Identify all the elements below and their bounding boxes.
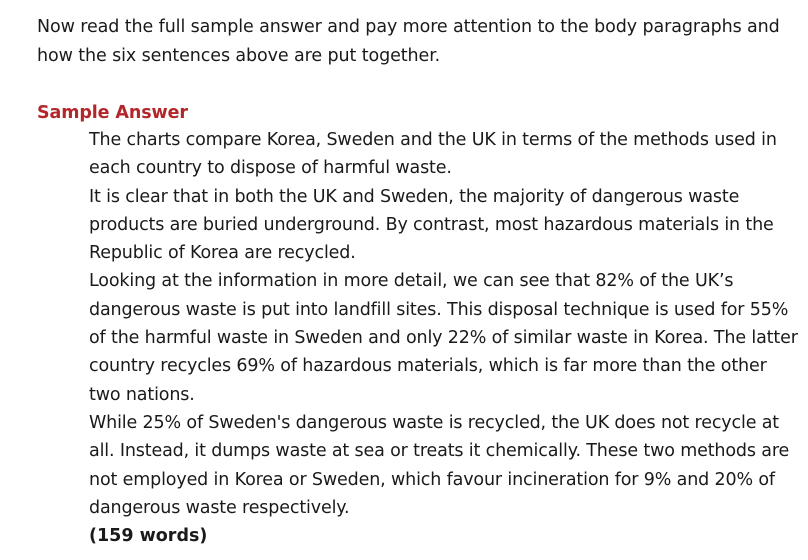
paragraph-overview: It is clear that in both the UK and Sweden, the majority of dangerous waste products are buried underground. By contrast, most hazardous materials in the Republic of Korea are recycled.	[89, 186, 774, 264]
intro-text: Now read the full sample answer and pay more attention to the body paragraphs and how the six sentences above are put together.	[37, 17, 780, 66]
word-count: (159 words)	[89, 526, 208, 546]
paragraph-overview-intro: The charts compare Korea, Sweden and the UK in terms of the methods used in each country to dispose of harmful waste.	[89, 130, 777, 179]
sample-answer-body	[89, 126, 801, 522]
sample-answer-heading: Sample Answer	[37, 103, 188, 123]
paragraph-details-other-methods: While 25% of Sweden's dangerous waste is recycled, the UK does not recycle at all. Instead, it dumps waste at sea or treats it chemically. These two methods are not employed in Korea or Sweden, which favour incineration for 9% and 20% of dangerous waste respectively.	[89, 412, 790, 518]
paragraph-details-landfill: Looking at the information in more detail, we can see that 82% of the UK’s dangerous waste is put into landfill sites. This disposal technique is used for 55% of the harmful waste in Sweden and only 22% of similar waste in Korea. The latter country recycles 69% of hazardous materials, which is far more than the other two nations.	[89, 271, 798, 405]
